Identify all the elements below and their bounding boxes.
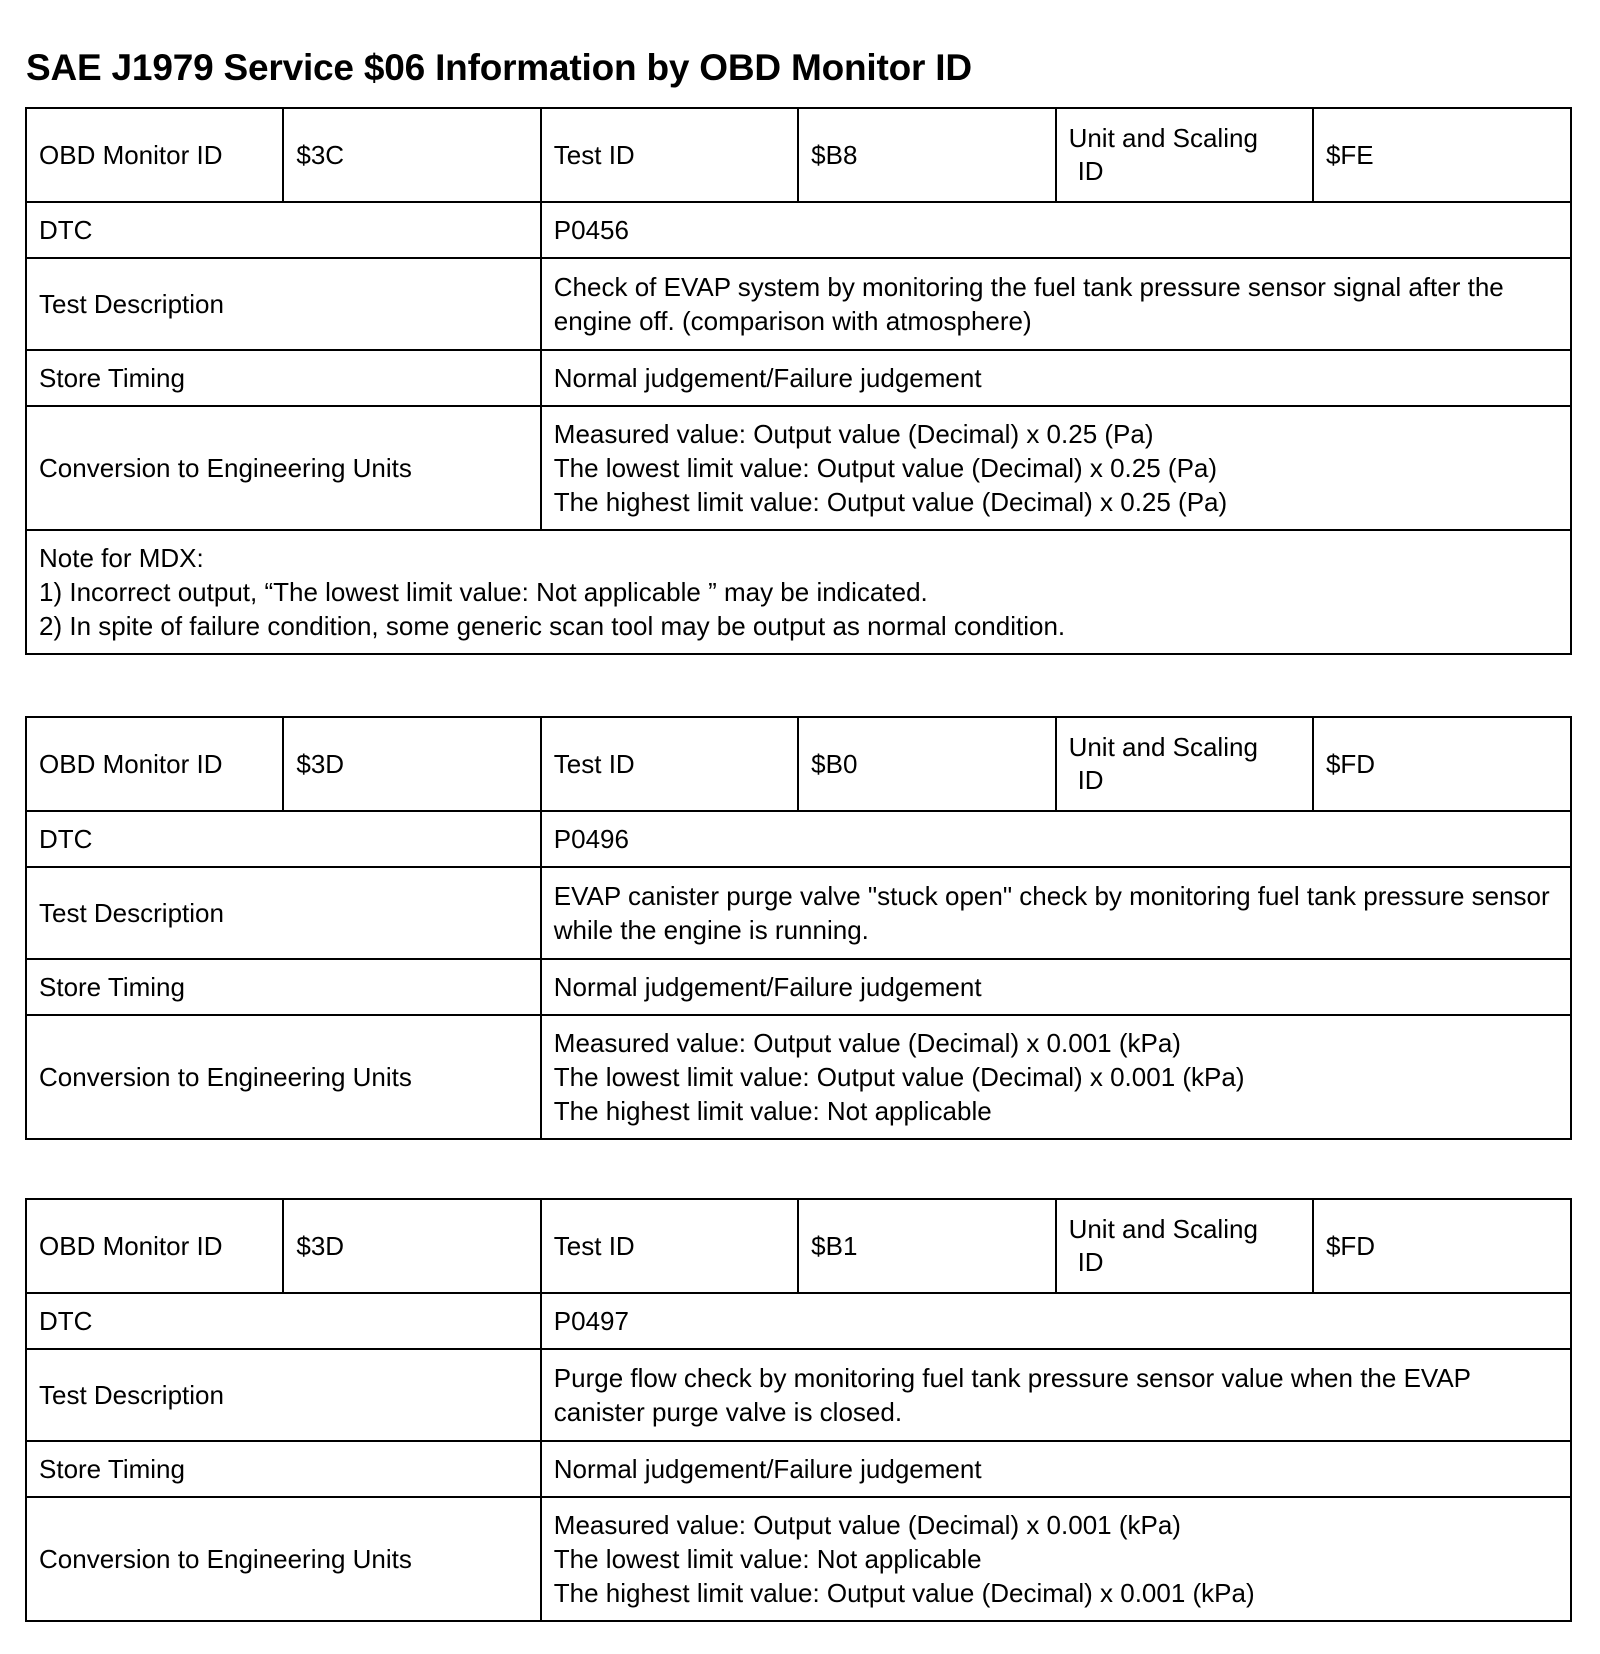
dtc-value: P0456 (541, 202, 1571, 258)
unit-scaling-id-label-line2: ID (1077, 1247, 1104, 1277)
store-timing-value: Normal judgement/Failure judgement (541, 959, 1571, 1015)
conversion-line: The lowest limit value: Output value (Decimal) x 0.25 (Pa) (553, 453, 1218, 483)
store-timing-row (26, 959, 1571, 1015)
note-line: 1) Incorrect output, “The lowest limit value: Not applicable ” may be indicated. (39, 577, 928, 607)
unit-scaling-id-value: $FD (1313, 717, 1571, 811)
test-description-value: Check of EVAP system by monitoring the fuel tank pressure sensor signal after the engine off. (comparison with atmosphere) (541, 258, 1571, 350)
conversion-row (26, 1497, 1571, 1621)
test-description-label: Test Description (26, 867, 541, 959)
obd-monitor-id-value: $3D (283, 717, 540, 811)
conversion-row (26, 406, 1571, 530)
conversion-line: The highest limit value: Output value (Decimal) x 0.001 (kPa) (553, 1578, 1255, 1608)
unit-scaling-id-label-line1: Unit and Scaling (1068, 123, 1258, 153)
page-title: SAE J1979 Service $06 Information by OBD Monitor ID (26, 47, 972, 88)
conversion-label: Conversion to Engineering Units (26, 1497, 541, 1621)
store-timing-label: Store Timing (26, 1441, 541, 1497)
store-timing-value: Normal judgement/Failure judgement (541, 350, 1571, 406)
dtc-value: P0496 (541, 811, 1571, 867)
conversion-line: Measured value: Output value (Decimal) x 0.25 (Pa) (553, 419, 1154, 449)
dtc-label: DTC (26, 811, 541, 867)
conversion-line: The highest limit value: Output value (Decimal) x 0.25 (Pa) (553, 487, 1228, 517)
conversion-row (26, 1015, 1571, 1139)
conversion-line: Measured value: Output value (Decimal) x 0.001 (kPa) (553, 1510, 1181, 1540)
obd-monitor-id-label: OBD Monitor ID (26, 717, 283, 811)
header-row (26, 108, 1571, 202)
header-row (26, 717, 1571, 811)
obd-monitor-id-value: $3D (283, 1199, 540, 1293)
dtc-value: P0497 (541, 1293, 1571, 1349)
test-id-value: $B8 (798, 108, 1055, 202)
dtc-row (26, 811, 1571, 867)
test-description-row (26, 867, 1571, 959)
store-timing-label: Store Timing (26, 350, 541, 406)
store-timing-row (26, 350, 1571, 406)
monitor-table-3 (25, 1198, 1572, 1622)
test-id-label: Test ID (541, 1199, 798, 1293)
conversion-label: Conversion to Engineering Units (26, 406, 541, 530)
test-description-row (26, 1349, 1571, 1441)
monitor-table-2 (25, 716, 1572, 1140)
test-description-row (26, 258, 1571, 350)
obd-monitor-id-label: OBD Monitor ID (26, 1199, 283, 1293)
unit-scaling-id-label-line2: ID (1077, 156, 1104, 186)
unit-scaling-id-label (1056, 1199, 1313, 1293)
unit-scaling-id-value: $FD (1313, 1199, 1571, 1293)
note-line: 2) In spite of failure condition, some generic scan tool may be output as normal condition. (39, 611, 1066, 641)
obd-monitor-id-label: OBD Monitor ID (26, 108, 283, 202)
unit-scaling-id-label-line1: Unit and Scaling (1068, 732, 1258, 762)
header-row (26, 1199, 1571, 1293)
note-row (26, 530, 1571, 654)
store-timing-value: Normal judgement/Failure judgement (541, 1441, 1571, 1497)
test-id-label: Test ID (541, 108, 798, 202)
unit-scaling-id-label-line1: Unit and Scaling (1068, 1214, 1258, 1244)
unit-scaling-id-label-line2: ID (1077, 765, 1104, 795)
conversion-line: The lowest limit value: Output value (Decimal) x 0.001 (kPa) (553, 1062, 1245, 1092)
test-description-label: Test Description (26, 258, 541, 350)
conversion-line: Measured value: Output value (Decimal) x 0.001 (kPa) (553, 1028, 1181, 1058)
test-description-label: Test Description (26, 1349, 541, 1441)
dtc-label: DTC (26, 1293, 541, 1349)
note-cell (26, 530, 1571, 654)
note-title: Note for MDX: (39, 543, 204, 573)
conversion-line: The highest limit value: Not applicable (553, 1096, 992, 1126)
test-description-value: Purge flow check by monitoring fuel tank pressure sensor value when the EVAP canister purge valve is closed. (541, 1349, 1571, 1441)
test-id-value: $B1 (798, 1199, 1055, 1293)
conversion-line: The lowest limit value: Not applicable (553, 1544, 982, 1574)
dtc-label: DTC (26, 202, 541, 258)
dtc-row (26, 1293, 1571, 1349)
unit-scaling-id-value: $FE (1313, 108, 1571, 202)
store-timing-row (26, 1441, 1571, 1497)
conversion-value (541, 1497, 1571, 1621)
unit-scaling-id-label (1056, 108, 1313, 202)
monitor-table-1 (25, 107, 1572, 655)
test-id-label: Test ID (541, 717, 798, 811)
obd-monitor-id-value: $3C (283, 108, 540, 202)
test-id-value: $B0 (798, 717, 1055, 811)
dtc-row (26, 202, 1571, 258)
conversion-value (541, 406, 1571, 530)
conversion-value (541, 1015, 1571, 1139)
unit-scaling-id-label (1056, 717, 1313, 811)
test-description-value: EVAP canister purge valve "stuck open" check by monitoring fuel tank pressure sensor while the engine is running. (541, 867, 1571, 959)
conversion-label: Conversion to Engineering Units (26, 1015, 541, 1139)
store-timing-label: Store Timing (26, 959, 541, 1015)
